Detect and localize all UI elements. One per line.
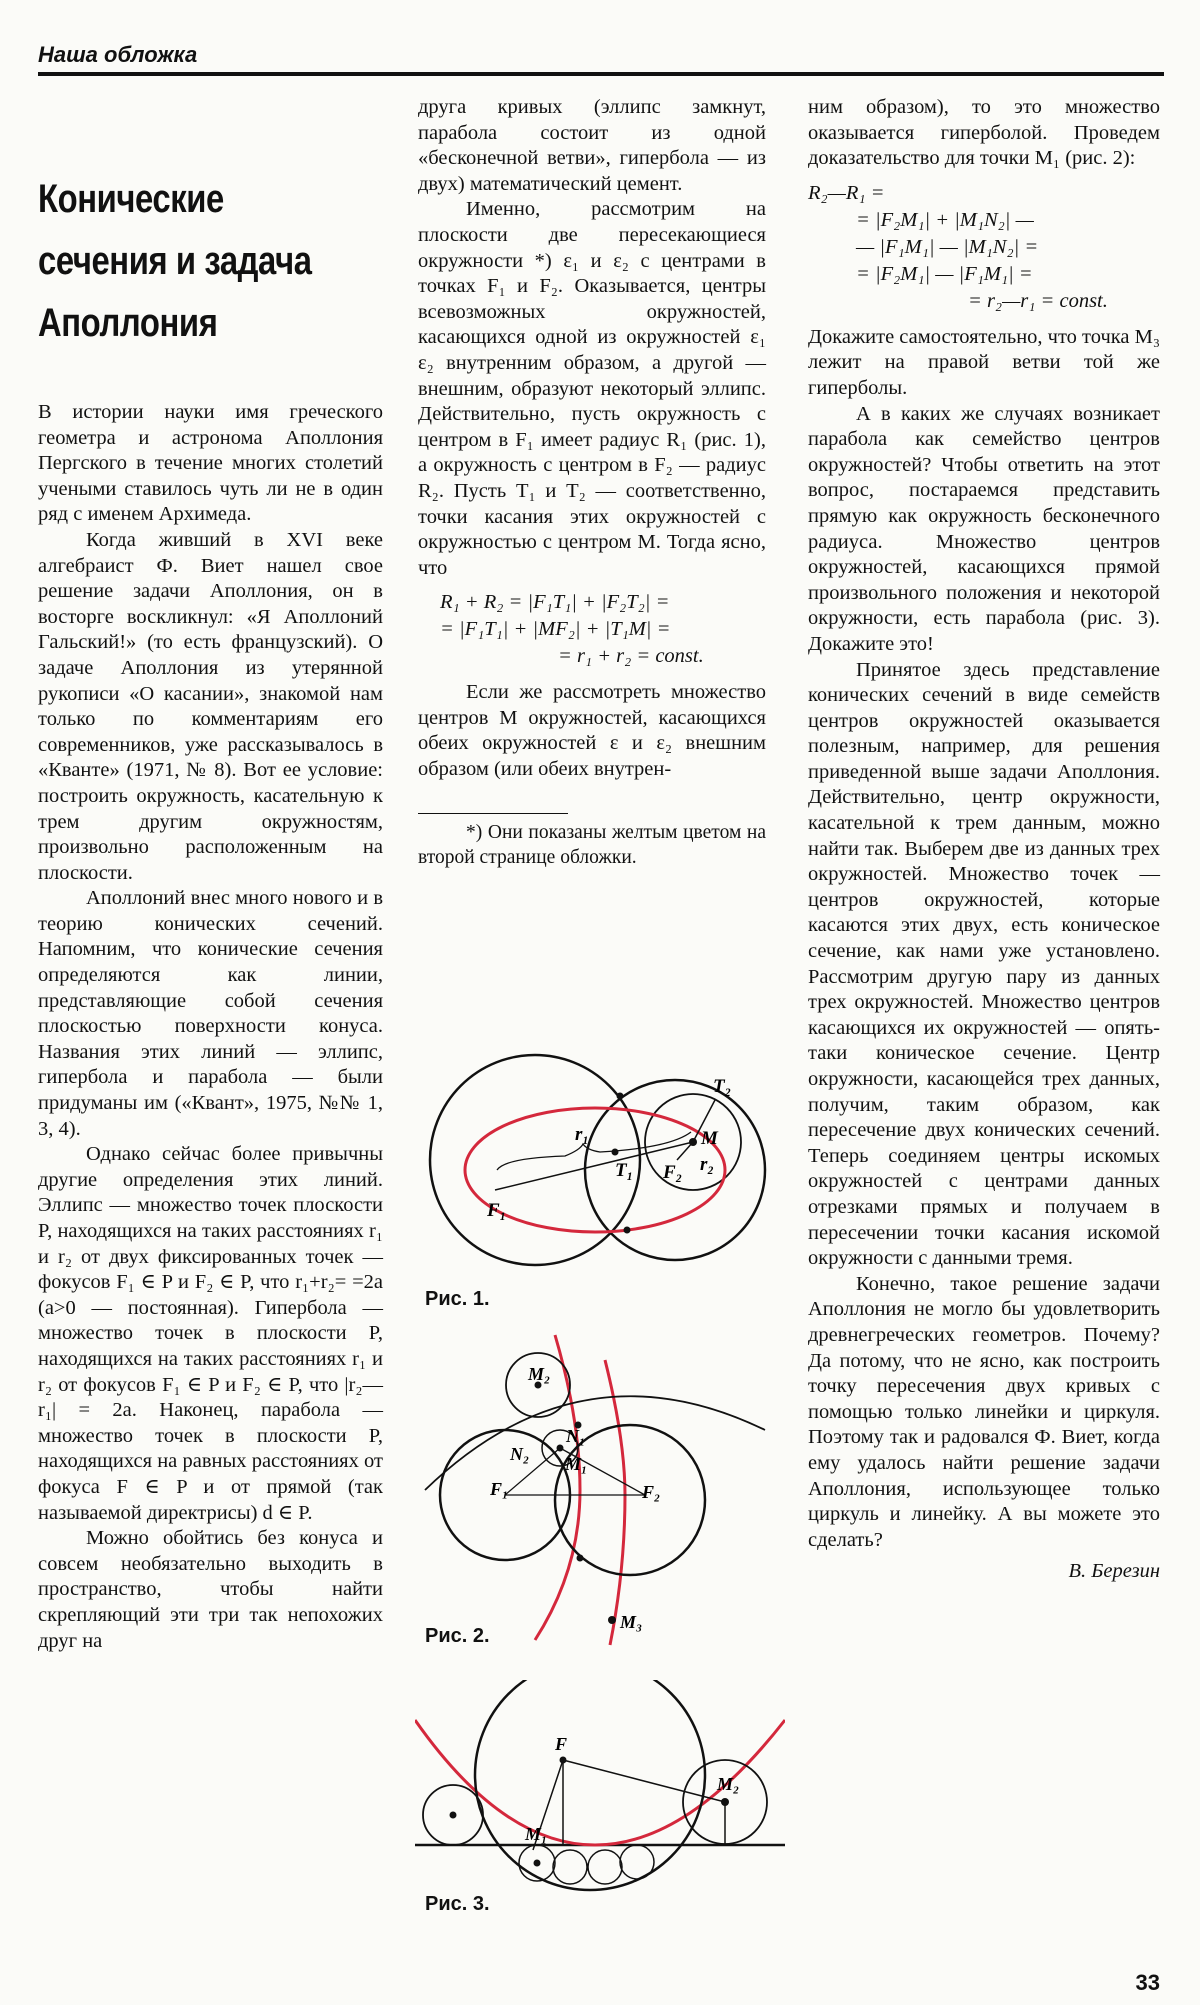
formula-line: = |F₁T₁| + |MF₂| + |T₁M| = [440, 618, 671, 641]
label-f: F [555, 1734, 568, 1754]
circle-small-4 [620, 1845, 654, 1879]
label-r1: r₁ [575, 1124, 590, 1145]
label-r2: r₂ [700, 1154, 715, 1175]
formula-line: = r₂—r₁ = const. [968, 289, 1108, 312]
formula-line: = |F₂M₁| + |M₁N₂| — [856, 208, 1034, 231]
column-1 [38, 400, 383, 1654]
paragraph: Однако сейчас более привычны другие определения этих линий. Эллипс — множество точек плоскости P, находящихся на таких расстояниях r₁ и r₂ от двух фиксированных точек — фокусов F₁ ∈ P и F₂ ∈ P, что r₁+r₂= =2a (a>0 — постоянная). Гипербола — множество точек в плоскости P, находящихся на таких расстояниях r₁ и r₂ от фокусов F₁ ∈ P и F₂ ∈ P, что |r₂—r₁| = 2a. Наконец, парабола — множество точек в плоскости P, находящихся на равных расстояниях от фокуса F ∈ P и от прямой (так называемой директрисы) d ∈ P. [38, 1143, 383, 1524]
formula-line: = r₁ + r₂ = const. [558, 645, 704, 668]
figure-2 [420, 1330, 770, 1650]
point-bottom [577, 1555, 584, 1562]
title-line-3: Аполлония [38, 301, 218, 345]
column-3 [808, 95, 1160, 1585]
arc-line [425, 1396, 765, 1490]
header-rule [38, 72, 1164, 76]
point-left [450, 1812, 457, 1819]
label-n2: N₂ [510, 1444, 530, 1464]
section-header: Наша обложка [38, 42, 198, 67]
paragraph: В истории науки имя греческого геометра и астронома Аполлония Пергского в течение многих столетий учеными ставилось чуть ли не в один ряд с именем Архимеда. [38, 401, 383, 526]
formula-ellipse [440, 589, 766, 670]
point-m3 [608, 1616, 616, 1624]
point-m1 [557, 1445, 564, 1452]
label-f1: F₁ [487, 1200, 507, 1221]
segment-f-m2 [563, 1760, 725, 1802]
formula-line: = |F₂M₁| — |F₁M₁| = [856, 262, 1033, 285]
circle-f1 [430, 1055, 640, 1265]
paragraph: ним образом), то это множество оказывается гиперболой. Проведем доказательство для точки M₁ (рис. 2): [808, 96, 1160, 170]
label-m3: M₃ [620, 1612, 643, 1632]
formula-hyperbola [808, 180, 1160, 315]
page-number: 33 [1135, 1970, 1160, 1995]
label-m1: M₁ [565, 1454, 588, 1474]
point-t1 [612, 1149, 619, 1156]
label-m1: M₁ [525, 1824, 548, 1844]
label-t2: T₂ [713, 1076, 732, 1097]
figure-3 [415, 1680, 785, 1900]
figure-1-caption: Рис. 1. [425, 1288, 490, 1310]
hyperbola-right-branch [605, 1360, 625, 1645]
article-title [38, 168, 333, 354]
figure-2-caption: Рис. 2. [425, 1625, 490, 1647]
formula-line: R₁ + R₂ = |F₁T₁| + |F₂T₂| = [440, 591, 670, 614]
paragraph: А в каких же случаях возникает парабола как семейство центров окружностей? Чтобы ответить на этот вопрос, постараемся представить прямую как окружность бесконечного радиуса. Множество центров окружностей, касающихся прямой произвольного положения и некоторой окружности, есть парабола (рис. 3). Докажите это! [808, 402, 1160, 655]
paragraph: Аполлоний внес много нового и в теорию конических сечений. Напомним, что конические сечения определяются как линии, представляющие собой сечения плоскостью поверхности конуса. Названия этих линий — эллипс, гипербола и парабола — были придуманы им («Квант», 1975, №№ 1, 3, 4). [38, 887, 383, 1140]
figure-3-caption: Рис. 3. [425, 1893, 490, 1915]
label-t1: T₁ [615, 1160, 634, 1181]
title-line-1: Конические [38, 177, 224, 221]
point-m [689, 1138, 697, 1146]
label-m2: M₂ [528, 1364, 551, 1384]
point-m2 [721, 1798, 729, 1806]
label-f2: F₂ [642, 1482, 661, 1502]
paragraph: Если же рассмотреть множество центров M окружностей, касающихся обеих окружностей ε и ε₂ внешним образом (или обеих внутрен- [418, 681, 766, 781]
label-m: M [701, 1128, 718, 1149]
circle-small-3 [588, 1850, 622, 1884]
formula-line: R₂—R₁ = [808, 181, 885, 204]
point-top [617, 1093, 624, 1100]
title-line-2: сечения и задача [38, 239, 312, 283]
author: В. Березин [1068, 1560, 1160, 1583]
formula-line: — |F₁M₁| — |M₁N₂| = [856, 235, 1039, 258]
figure-1 [415, 1040, 775, 1280]
footnote: *) Они показаны желтым цветом на второй странице обложки. [418, 821, 766, 869]
label-f1: F₁ [490, 1479, 509, 1499]
point-m1 [534, 1860, 541, 1867]
label-f2: F₂ [663, 1162, 683, 1183]
paragraph: Конечно, такое решение задачи Аполлония не могло бы удовлетворить древнегреческих геометров. Почему? Да потому, что не ясно, как построить точку пересечения двух кривых с помощью только линейки и циркуля. Поэтому так и радовался Ф. Виет, когда ему удалось найти решение задачи Аполлония, использующее только циркуль и линейку. А вы можете это сделать? [808, 1272, 1160, 1551]
paragraph: друга кривых (эллипс замкнут, парабола состоит из одной «бесконечной ветви», гипербола — из двух) математический цемент. [418, 96, 766, 195]
paragraph: Принятое здесь представление конических сечений в виде семейств центров окружностей оказывается полезным, например, для решения приведенной выше задачи Аполлония. Действительно, центр окружности, касательной к трем данным, можно найти так. Выберем две из данных трех окружностей. Множество точек — центров окружностей, которые касаются этих двух, есть коническое сечение, как нами уже установлено. Рассмотрим другую пару из данных трех окружностей. Множество центров касающихся их окружностей — опять-таки коническое сечение. Центр окружности, касающейся трех данных, получим, таким образом, как пересечение двух конических сечений. Теперь соединяем центры искомых окружностей с центрами данных отрезками прямых и получаем в пересечении точки касания искомой окружности с данными тремя. [808, 658, 1160, 1270]
label-n1: N₁ [566, 1426, 586, 1446]
paragraph: Докажите самостоятельно, что точка M₃ лежит на правой ветви той же гиперболы. [808, 325, 1161, 399]
paragraph: Когда живший в XVI веке алгебраист Ф. Виет нашел свое решение задачи Аполлония, он в восторге воскликнул: «Я Аполлоний Гальский!» (то есть французский). О задаче Аполлония из утерянной рукописи «О касании», знакомой нам только по комментариям его современников, уже рассказывалось в «Кванте» (1971, № 8). Вот ее условие: построить окружность, касательную к трем другим окружностям, произвольно расположенным на плоскости. [38, 528, 383, 884]
paragraph: Можно обойтись без конуса и совсем необязательно выходить в пространство, чтобы найти скрепляющий эти три так непохожих друг на [38, 1527, 383, 1652]
column-2 [418, 95, 766, 871]
paragraph: Именно, рассмотрим на плоскости две пересекающиеся окружности *) ε₁ и ε₂ с центрами в точках F₁ и F₂. Оказывается, центры всевозможных окружностей, касающихся одной из окружностей ε₁ ε₂ внутренним образом, а другой — внешним, образуют некоторый эллипс. Действительно, пусть окружность с центром в F₁ имеет радиус R₁ (рис. 1), а окружность с центром в F₂ — радиус R₂. Пусть T₁ и T₂ — соответственно, точки касания этих окружностей с окружностью с центром M. Тогда ясно, что [418, 198, 766, 579]
point-f [560, 1757, 567, 1764]
circle-small-2 [553, 1850, 587, 1884]
label-m2: M₂ [717, 1774, 740, 1794]
brace-r1 [497, 1132, 691, 1170]
point-bottom [624, 1227, 631, 1234]
footnote-rule [418, 813, 568, 814]
